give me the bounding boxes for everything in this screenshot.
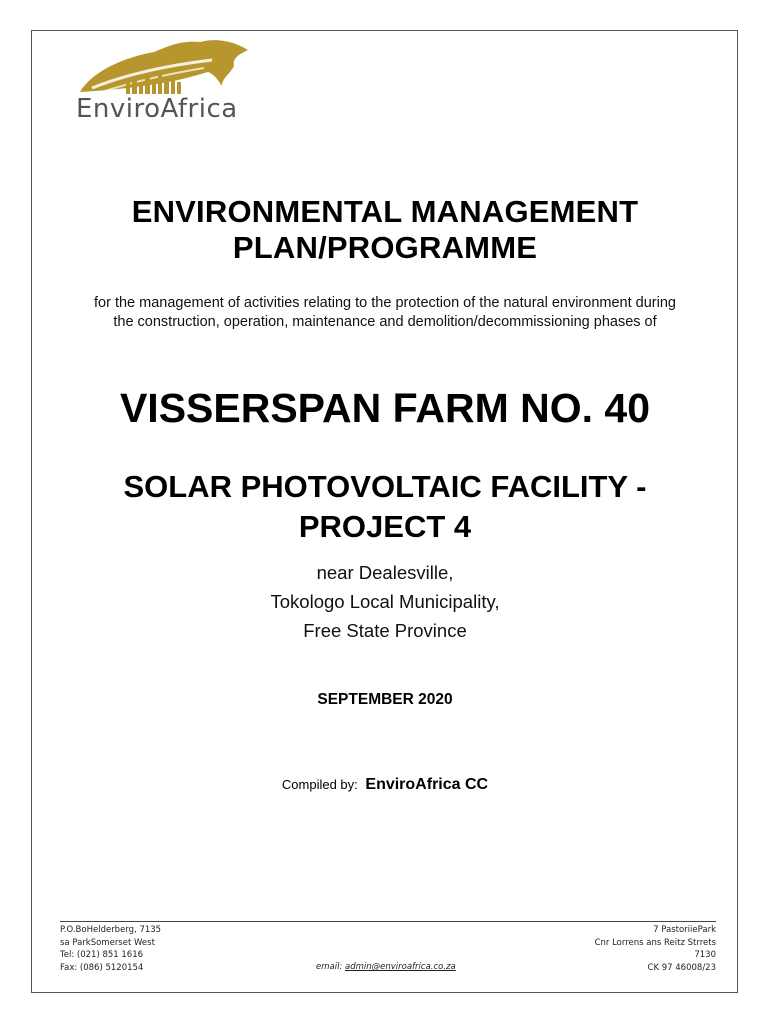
facility-name xyxy=(40,467,730,547)
location-line-1: near Dealesville, xyxy=(316,562,454,583)
footer-right-line: CK 97 46008/23 xyxy=(647,962,716,973)
facility-line-2: PROJECT 4 xyxy=(298,509,472,544)
email-link[interactable]: admin@enviroafrica.co.za xyxy=(345,962,456,972)
footer-left-line: P.O.BoHelderberg, 7135 xyxy=(60,925,162,935)
document-title xyxy=(40,194,730,266)
subtitle-line-1: for the management of activities relating to the protection of the natural environment during xyxy=(94,295,676,311)
location-line-2: Tokologo Local Municipality, xyxy=(270,591,500,612)
enviroafrica-logo xyxy=(72,36,262,126)
compiled-by xyxy=(40,776,730,794)
farm-name: VISSERSPAN FARM NO. 40 xyxy=(119,385,651,431)
location-line-3: Free State Province xyxy=(303,620,467,641)
logo-wordmark: EnviroAfrica xyxy=(76,94,238,124)
footer-left-line: Fax: (086) 5120154 xyxy=(60,962,144,973)
title-line-2: PLAN/PROGRAMME xyxy=(232,230,538,265)
footer-right-line: 7 PastoriiePark xyxy=(653,925,716,935)
subtitle-line-2: the construction, operation, maintenance and demolition/decommissioning phases of xyxy=(113,314,657,330)
footer-divider xyxy=(60,921,716,922)
title-line-1: ENVIRONMENTAL MANAGEMENT xyxy=(131,194,639,229)
footer-right-line: 7130 xyxy=(694,950,716,960)
document-subtitle xyxy=(40,294,730,332)
document-date: SEPTEMBER 2020 xyxy=(317,691,453,708)
footer-street-address xyxy=(595,924,716,974)
footer-left-line: sa ParkSomerset West xyxy=(60,937,155,948)
compiled-by-name: EnviroAfrica CC xyxy=(365,776,489,793)
footer-email xyxy=(316,961,456,974)
email-label: email: xyxy=(316,962,343,972)
compiled-by-label: Compiled by: xyxy=(281,777,358,792)
footer-right-line: Cnr Lorrens ans Reitz Strrets xyxy=(594,937,716,948)
footer-postal-address xyxy=(60,924,161,974)
footer-left-line: Tel: (021) 851 1616 xyxy=(60,950,144,960)
leaf-skyline-icon xyxy=(72,36,262,96)
facility-line-1: SOLAR PHOTOVOLTAIC FACILITY - xyxy=(123,469,647,504)
